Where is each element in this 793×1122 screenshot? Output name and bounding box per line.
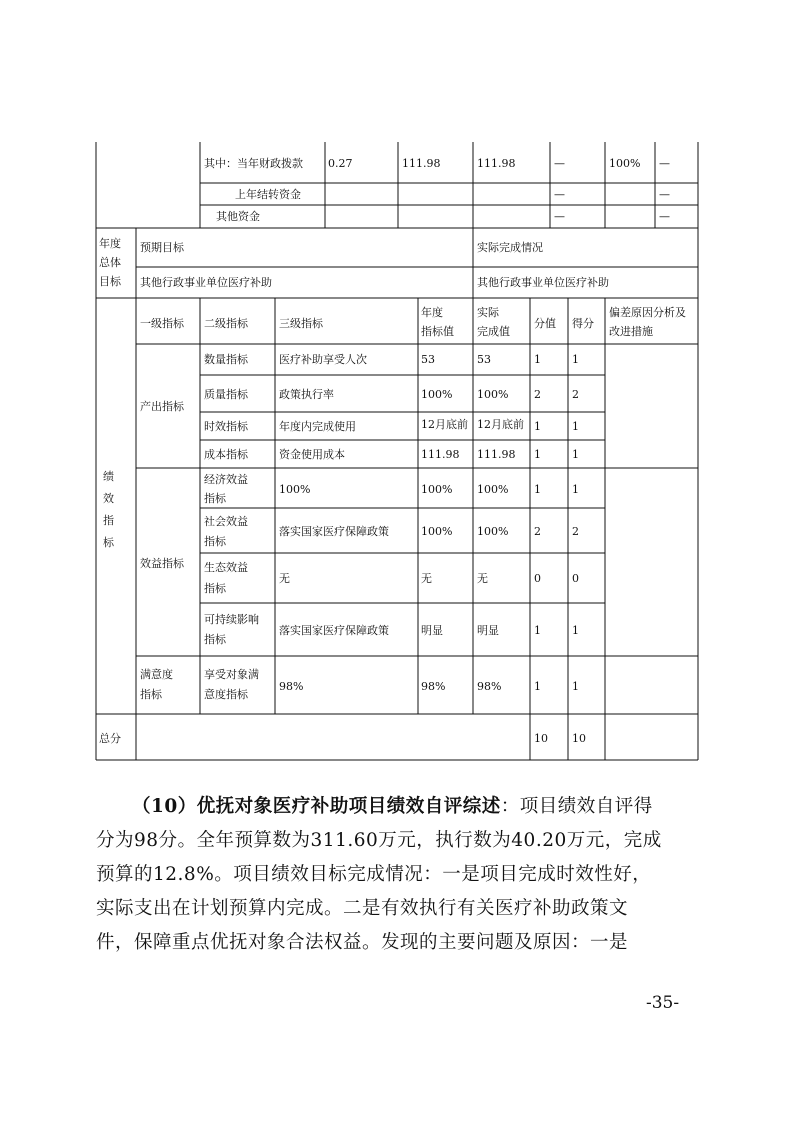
goal-actual-header: 实际完成情况: [477, 241, 543, 254]
summary-line-1: [96, 790, 696, 824]
row-quality-level2: 质量指标: [204, 388, 248, 401]
row-ecological-level2-line1: 生态效益: [204, 561, 248, 574]
fund-row-other-label: 其他资金: [216, 210, 260, 223]
row-economic-level2-line2: 指标: [204, 492, 226, 505]
row-economic-score: 1: [572, 483, 579, 496]
row-ecological-level2-line2: 指标: [204, 582, 226, 595]
row-ecological-level3: 无: [279, 572, 290, 585]
row-economic-level2-line1: 经济效益: [204, 473, 248, 486]
perf-side-label-char4: 标: [103, 536, 114, 549]
row-cost-score: 1: [572, 448, 579, 461]
fund-row-current-budget: 0.27: [328, 157, 353, 170]
fund-row-current-score: —: [554, 157, 565, 170]
header-actual-line2: 完成值: [477, 325, 510, 338]
row-quantity-target: 53: [421, 353, 435, 366]
row-social-actual: 100%: [477, 525, 509, 538]
fund-row-current-points: —: [659, 157, 670, 170]
header-reason-line1: 偏差原因分析及: [609, 306, 686, 319]
row-social-target: 100%: [421, 525, 453, 538]
summary-heading: （10）优抚对象医疗补助项目绩效自评综述: [132, 796, 501, 817]
header-score: 得分: [572, 317, 594, 330]
row-quantity-level3: 医疗补助享受人次: [279, 353, 367, 366]
group-satisfaction-line1: 满意度: [140, 668, 173, 681]
goal-label-line1: 年度: [99, 237, 121, 250]
row-social-level2-line2: 指标: [204, 535, 226, 548]
row-quantity-weight: 1: [534, 353, 541, 366]
row-satisfaction-level2-line2: 意度指标: [204, 688, 248, 701]
group-benefit: 效益指标: [140, 557, 184, 570]
row-sustainable-target: 明显: [421, 624, 443, 637]
header-level3: 三级指标: [279, 317, 323, 330]
perf-side-label-char2: 效: [103, 492, 114, 505]
row-quantity-level2: 数量指标: [204, 353, 248, 366]
row-social-level2-line1: 社会效益: [204, 515, 248, 528]
page-number: -35-: [646, 993, 680, 1013]
row-quality-score: 2: [572, 388, 579, 401]
perf-side-label-char1: 绩: [103, 470, 114, 483]
row-economic-level3: 100%: [279, 483, 311, 496]
summary-line-3: 预算的12.8%。项目绩效目标完成情况：一是项目完成时效性好，: [96, 864, 652, 885]
fund-row-other-score: —: [554, 210, 565, 223]
fund-row-current-rate: 100%: [609, 157, 641, 170]
header-target-line1: 年度: [421, 306, 443, 319]
header-actual-line1: 实际: [477, 306, 499, 319]
summary-line-4: 实际支出在计划预算内完成。二是有效执行有关医疗补助政策文: [96, 898, 629, 919]
header-level2: 二级指标: [204, 317, 248, 330]
fund-row-carryover-points: —: [659, 188, 670, 201]
summary-line-5: 件，保障重点优抚对象合法权益。发现的主要问题及原因：一是: [96, 932, 629, 953]
perf-side-label-char3: 指: [103, 514, 114, 527]
summary-line1-rest: ：项目绩效自评得: [500, 796, 653, 817]
row-timeliness-weight: 1: [534, 420, 541, 433]
row-quality-target: 100%: [421, 388, 453, 401]
total-label: 总分: [99, 732, 121, 745]
row-ecological-actual: 无: [477, 572, 488, 585]
row-timeliness-actual: 12月底前: [477, 418, 524, 431]
row-cost-actual: 111.98: [477, 448, 516, 461]
row-quantity-actual: 53: [477, 353, 491, 366]
header-weight: 分值: [534, 317, 556, 330]
row-sustainable-level3: 落实国家医疗保障政策: [279, 624, 389, 637]
row-satisfaction-level3: 98%: [279, 680, 304, 693]
row-economic-weight: 1: [534, 483, 541, 496]
total-score: 10: [572, 732, 586, 745]
summary-paragraph: [96, 790, 696, 960]
group-output: 产出指标: [140, 400, 184, 413]
row-economic-actual: 100%: [477, 483, 509, 496]
row-ecological-target: 无: [421, 572, 432, 585]
row-timeliness-level3: 年度内完成使用: [279, 420, 356, 433]
summary-line-2: 分为98分。全年预算数为311.60万元，执行数为40.20万元，完成: [96, 830, 662, 851]
row-satisfaction-target: 98%: [421, 680, 446, 693]
row-sustainable-actual: 明显: [477, 624, 499, 637]
goal-expected-header: 预期目标: [140, 241, 184, 254]
row-sustainable-level2-line2: 指标: [204, 633, 226, 646]
row-cost-weight: 1: [534, 448, 541, 461]
fund-row-carryover-score: —: [554, 188, 565, 201]
row-sustainable-level2-line1: 可持续影响: [204, 613, 259, 626]
fund-row-other-points: —: [659, 210, 670, 223]
row-sustainable-weight: 1: [534, 624, 541, 637]
row-ecological-score: 0: [572, 572, 579, 585]
row-quality-level3: 政策执行率: [279, 388, 334, 401]
row-quality-actual: 100%: [477, 388, 509, 401]
row-timeliness-level2: 时效指标: [204, 420, 248, 433]
fund-row-carryover-label: 上年结转资金: [235, 188, 301, 201]
total-weight: 10: [534, 732, 548, 745]
row-quality-weight: 2: [534, 388, 541, 401]
row-cost-target: 111.98: [421, 448, 460, 461]
row-satisfaction-score: 1: [572, 680, 579, 693]
row-timeliness-target: 12月底前: [421, 418, 468, 431]
row-ecological-weight: 0: [534, 572, 541, 585]
row-timeliness-score: 1: [572, 420, 579, 433]
header-reason-line2: 改进措施: [609, 325, 653, 338]
fund-row-current-fullyear: 111.98: [402, 157, 441, 170]
row-satisfaction-level2-line1: 享受对象满: [204, 668, 259, 681]
row-social-weight: 2: [534, 525, 541, 538]
row-sustainable-score: 1: [572, 624, 579, 637]
row-quantity-score: 1: [572, 353, 579, 366]
fund-row-current-label: 其中：当年财政拨款: [204, 157, 303, 170]
goal-expected-value: 其他行政事业单位医疗补助: [140, 276, 272, 289]
row-social-level3: 落实国家医疗保障政策: [279, 525, 389, 538]
header-target-line2: 指标值: [421, 325, 454, 338]
row-satisfaction-actual: 98%: [477, 680, 502, 693]
row-economic-target: 100%: [421, 483, 453, 496]
fund-row-current-executed: 111.98: [477, 157, 516, 170]
row-cost-level3: 资金使用成本: [279, 448, 345, 461]
row-cost-level2: 成本指标: [204, 448, 248, 461]
row-satisfaction-weight: 1: [534, 680, 541, 693]
goal-actual-value: 其他行政事业单位医疗补助: [477, 276, 609, 289]
goal-label-line2: 总体: [99, 256, 121, 269]
header-level1: 一级指标: [140, 317, 184, 330]
goal-label-line3: 目标: [99, 275, 121, 288]
group-satisfaction-line2: 指标: [140, 688, 162, 701]
row-social-score: 2: [572, 525, 579, 538]
